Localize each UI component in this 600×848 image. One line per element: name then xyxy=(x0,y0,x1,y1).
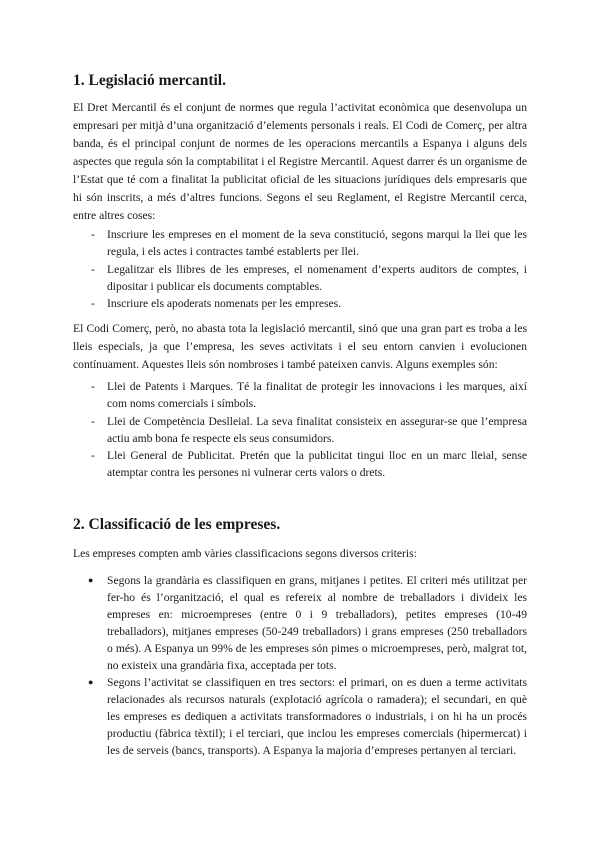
special-laws-intro: El Codi Comerç, però, no abasta tota la legislació mercantil, sinó que una gran part es troba a les lleis especials, ja que l’empresa, les seves activitats i el seu entorn canvien i evolucionen contínuament. Aquestes lleis són nombroses i també pateixen canvis. Alguns exemples són: xyxy=(73,322,527,371)
dash-marker: - xyxy=(91,228,95,241)
classification-list xyxy=(73,572,527,760)
dash-marker: - xyxy=(91,262,95,276)
laws-list xyxy=(73,378,527,482)
dash-marker: - xyxy=(91,414,95,428)
list-item: - Llei General de Publicitat. Pretén que la publicitat tingui lloc en un marc lleial, sense atemptar contra les persones ni vulnerar certs valors o drets. xyxy=(91,449,527,479)
list-item: - Llei de Patents i Marques. Té la finalitat de protegir les innovacions i les marques, així com noms comercials i símbols. xyxy=(91,380,527,410)
dash-marker: - xyxy=(91,449,95,462)
list-item: - Legalitzar els llibres de les empreses, el nomenament d’experts auditors de comptes, i dipositar i publicar els documents comptables. xyxy=(91,262,527,293)
section-2-intro: Les empreses compten amb vàries classificacions segons diversos criteris: xyxy=(73,547,417,560)
list-item: - Inscriure les empreses en el moment de la seva constitució, segons marqui la llei que les regula, i els actes i contractes també establerts per llei. xyxy=(91,228,527,258)
list-item: - Llei de Competència Deslleial. La seva finalitat consisteix en assegurar-se que l’empresa actiu amb bona fe respecte els seus consumidors. xyxy=(91,414,527,445)
list-item: ● Segons la grandària es classifiquen en grans, mitjanes i petites. El criteri més utilitzat per fer-ho és l’organització, el qual es refereix al nombre de treballadors i divideix les empreses en: microempreses (entre 0 i 9 treballadors), petites empreses (10-49 treballadors), mitjanes empreses (50-249 treballadors) i grans empreses (250 treballadors o més). A Espanya un 99% de les empreses són pimes o microempreses, però, malgrat tot, no existeix una grandària fixa, acceptada per tots. xyxy=(88,574,527,672)
bullet-marker: ● xyxy=(88,575,94,585)
list-item: - Inscriure els apoderats nomenats per les empreses. xyxy=(91,297,342,310)
section-1-title: 1. Legislació mercantil. xyxy=(73,72,226,89)
dash-marker: - xyxy=(91,297,95,310)
dash-marker: - xyxy=(91,380,95,393)
list-item: ● Segons l’activitat se classifiquen en tres sectors: el primari, on es duen a terme activitats relacionades als recursos naturals (explotació agrícola o ramadera); el secundari, en què les empreses es dediquen a activitats transformadores o industrials, i on hi ha un procés productiu (fàbrica tèxtil); i el terciari, que inclou les empreses comercials (hipermercat) i les de serveis (bancs, transports). A Espanya la majoria d’empreses pertanyen al terciari. xyxy=(88,676,527,757)
section-2-title: 2. Classificació de les empreses. xyxy=(73,516,281,533)
registry-list xyxy=(73,226,527,313)
section-1-intro: El Dret Mercantil és el conjunt de normes que regula l’activitat econòmica que desenvolupa un empresari per mitjà d’una organització d’elements personals i reals. El Codi de Comerç, per altra banda, és el principal conjunt de normes de les operacions mercantils a Espanya i alguns dels aspectes que regula són la comptabilitat i el Registre Mercantil. Aquest darrer és un organisme de l’Estat que té com a finalitat la publicitat oficial de les situacions jurídiques dels empresaris que hi són inscrits, a més d’altres funcions. Segons el seu Reglament, el Registre Mercantil cerca, entre altres coses: xyxy=(73,101,527,222)
bullet-marker: ● xyxy=(88,677,94,687)
